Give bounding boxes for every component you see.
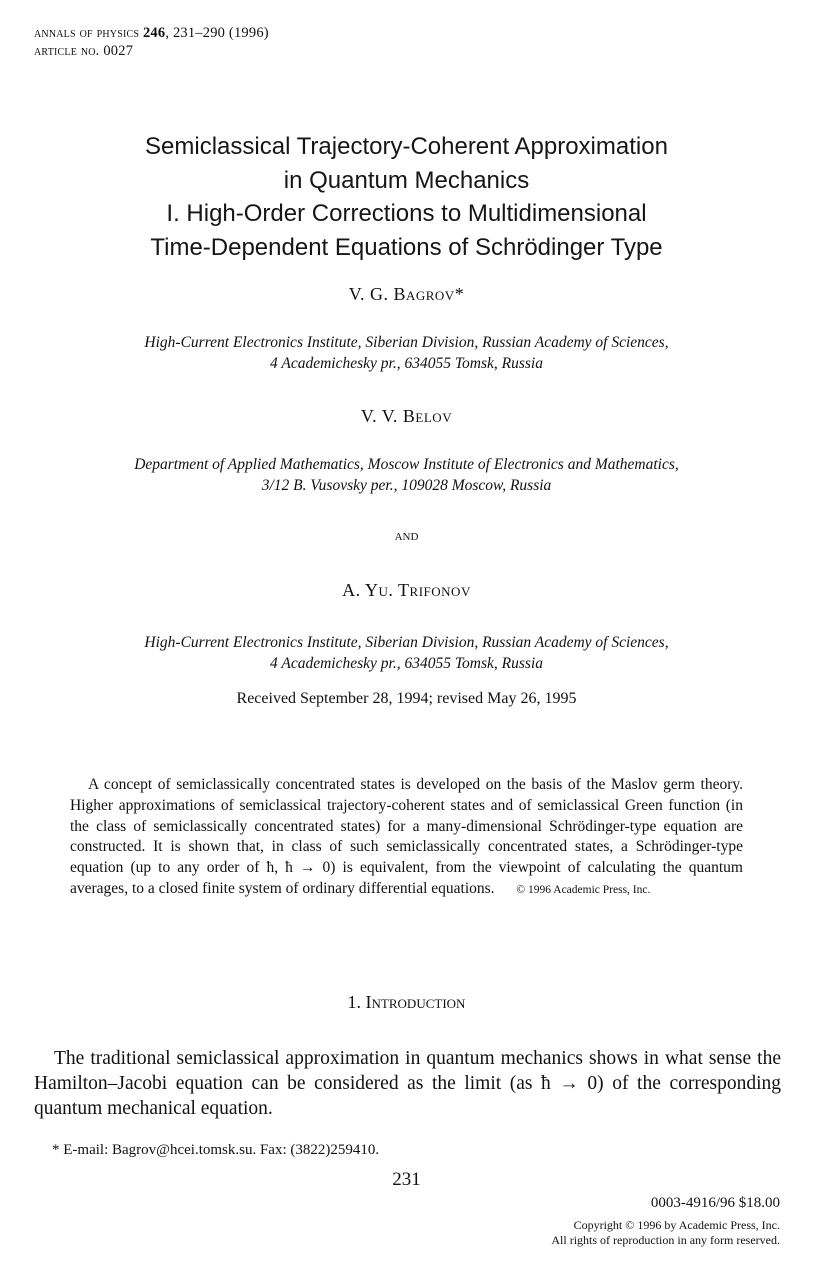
affiliation-line: 3/12 B. Vusovsky per., 109028 Moscow, Russia xyxy=(261,477,552,494)
and-separator: and xyxy=(394,528,419,544)
journal-pages: , 231–290 (1996) xyxy=(165,25,269,41)
title-line: I. High-Order Corrections to Multidimensional xyxy=(166,200,647,227)
section-title: Introduction xyxy=(365,992,466,1012)
copyright-line: Copyright © 1996 by Academic Press, Inc. xyxy=(573,1218,780,1232)
journal-volume: 246 xyxy=(142,25,166,41)
journal-header xyxy=(34,24,269,60)
author-affiliation xyxy=(60,454,753,496)
title-line: in Quantum Mechanics xyxy=(283,166,530,194)
price-code: 0003-4916/96 $18.00 xyxy=(650,1195,780,1211)
title-line: Time-Dependent Equations of Schrödinger Type xyxy=(150,233,663,261)
body-paragraph: The traditional semiclassical approximation in quantum mechanics shows in what sense the Hamilton–Jacobi equation can be considered as the limit (as ħ → 0) of the corresponding quantum mechanical equation. xyxy=(34,1048,781,1119)
section-number: 1. xyxy=(347,992,362,1012)
title-line: Semiclassical Trajectory-Coherent Approximation xyxy=(145,133,668,160)
copyright-block xyxy=(551,1218,780,1248)
affiliation-line: 4 Academichesky pr., 634055 Tomsk, Russia xyxy=(270,355,543,372)
section-heading xyxy=(0,992,813,1013)
article-prefix: article no. xyxy=(34,43,100,59)
received-date: Received September 28, 1994; revised May 26, 1995 xyxy=(236,690,577,707)
abstract-text: A concept of semiclassically concentrated states is developed on the basis of the Maslov germ theory. Higher approximations of semiclassical trajectory-coherent states and of semiclassical Green function (in the class of semiclassically concentrated states) for a many-dimensional Schrödinger-type equation are constructed. It is shown that, in class of such semiclassically concentrated states, a Schrödinger-type equation (up to any order of ħ, ħ → 0) is equivalent, from the viewpoint of calculating the quantum averages, to a closed finite system of ordinary differential equations. xyxy=(70,776,743,897)
affiliation-line: High-Current Electronics Institute, Siberian Division, Russian Academy of Sciences, xyxy=(144,334,669,351)
author-name: V. G. Bagrov* xyxy=(348,284,465,304)
author-affiliation xyxy=(60,332,753,374)
rights-line: All rights of reproduction in any form reserved. xyxy=(551,1233,780,1247)
affiliation-line: High-Current Electronics Institute, Siberian Division, Russian Academy of Sciences, xyxy=(144,634,669,651)
author-name: V. V. Belov xyxy=(360,406,453,426)
article-number xyxy=(34,42,269,60)
page-number: 231 xyxy=(392,1169,421,1190)
abstract-copyright: © 1996 Academic Press, Inc. xyxy=(516,883,651,896)
abstract xyxy=(70,775,743,901)
affiliation-line: 4 Academichesky pr., 634055 Tomsk, Russia xyxy=(270,655,543,672)
paper-title xyxy=(40,130,773,264)
author-name: A. Yu. Trifonov xyxy=(342,580,471,600)
journal-name: annals of physics xyxy=(34,25,140,41)
footnote: * E-mail: Bagrov@hcei.tomsk.su. Fax: (3822)259410. xyxy=(52,1142,380,1158)
journal-citation xyxy=(34,24,269,42)
affiliation-line: Department of Applied Mathematics, Moscow Institute of Electronics and Mathematics, xyxy=(134,456,679,473)
author-affiliation xyxy=(60,632,753,674)
article-no: 0027 xyxy=(103,43,134,59)
